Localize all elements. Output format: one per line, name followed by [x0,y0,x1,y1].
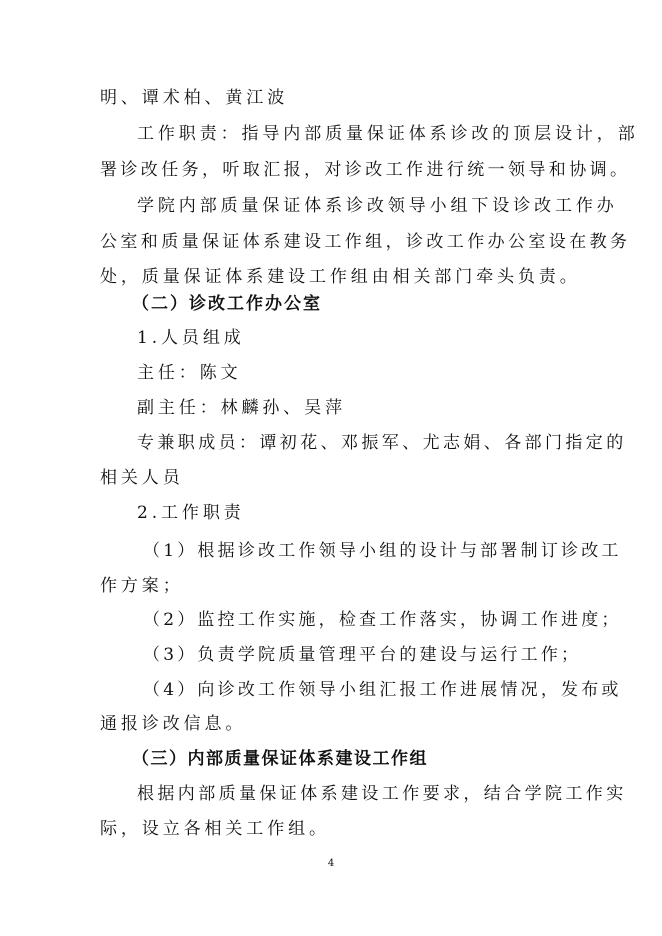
paragraph-line: （3）负责学院质量管理平台的建设与运行工作； [143,645,582,665]
paragraph-line: 学院内部质量保证体系诊改领导小组下设诊改工作办 [137,196,618,216]
paragraph-line: 主任：陈文 [137,363,242,383]
paragraph-line: 处，质量保证体系建设工作组由相关部门牵头负责。 [100,267,581,287]
section-heading: （三）内部质量保证体系建设工作组 [132,749,428,769]
paragraph-line: 1.人员组成 [137,328,245,348]
paragraph-line: 相关人员 [100,468,184,488]
page-number: 4 [327,858,335,869]
paragraph-line: （2）监控工作实施，检查工作落实，协调工作进度； [143,610,622,630]
paragraph-line: 副主任：林麟孙、吴萍 [137,398,346,418]
paragraph-line: （1）根据诊改工作领导小组的设计与部署制订诊改工 [143,541,622,561]
paragraph-line: 明、谭术柏、黄江波 [100,88,289,108]
paragraph-line: 署诊改任务，听取汇报，对诊改工作进行统一领导和协调。 [100,160,631,180]
paragraph-line: 根据内部质量保证体系建设工作要求，结合学院工作实 [137,784,627,804]
paragraph-line: 工作职责：指导内部质量保证体系诊改的顶层设计，部 [137,124,639,144]
section-heading: （二）诊改工作办公室 [132,294,322,314]
paragraph-line: 公室和质量保证体系建设工作组，诊改工作办公室设在教务 [100,232,631,252]
paragraph-line: 专兼职成员：谭初花、邓振军、尤志娟、各部门指定的 [137,433,627,453]
paragraph-line: 作方案； [100,576,184,596]
paragraph-line: （4）向诊改工作领导小组汇报工作进展情况，发布或 [143,680,622,700]
paragraph-line: 通报诊改信息。 [100,714,247,734]
paragraph-line: 2.工作职责 [137,503,245,523]
paragraph-line: 际，设立各相关工作组。 [100,819,330,839]
